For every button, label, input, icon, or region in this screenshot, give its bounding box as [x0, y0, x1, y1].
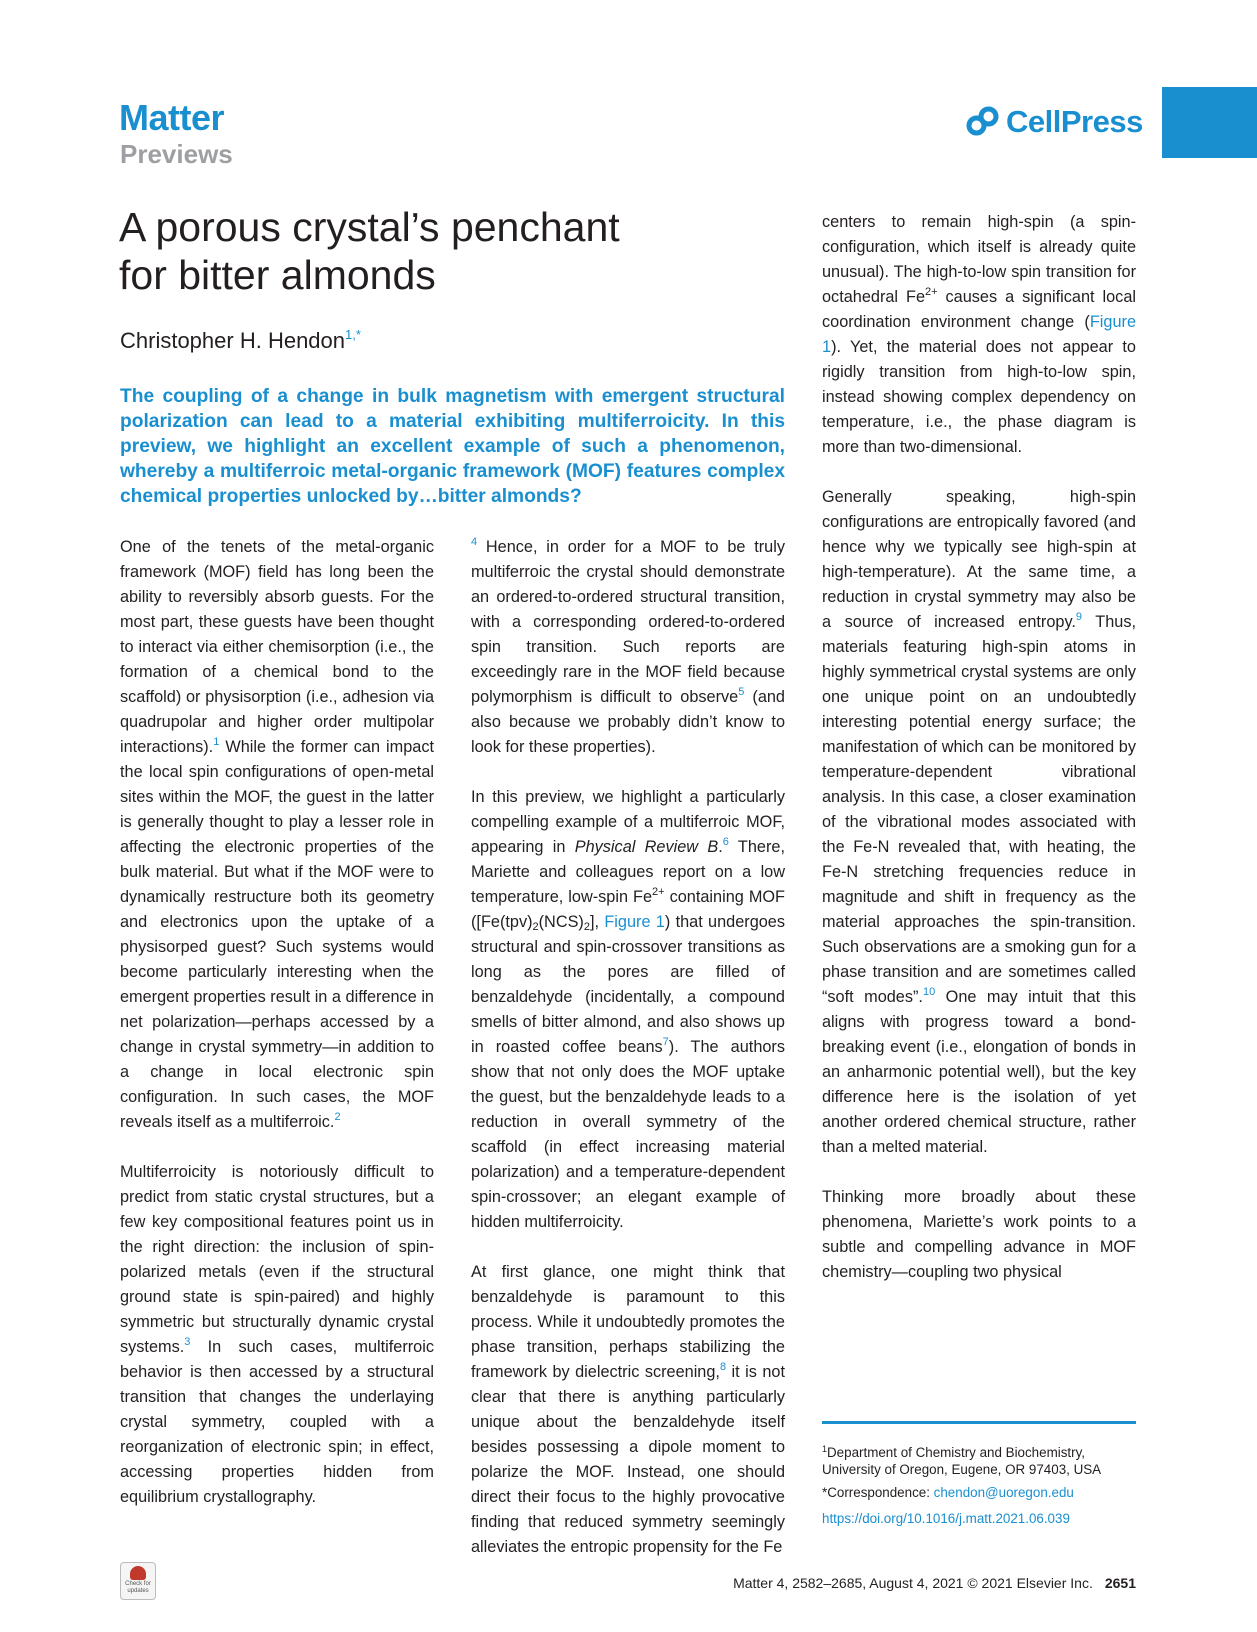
brand-name: CellPress: [1006, 104, 1143, 139]
paragraph-4: At first glance, one might think that benzaldehyde is paramount to this process. While it undoubtedly promotes the phase transition, perhaps stabilizing the framework by dielectric screening,$^8$ it is not clear that there is anything particularly unique about the benzaldehyde itself besides possessing a dipole moment to polarize the MOF. Instead, one should direct their focus to the highly provocative finding that reduced symmetry seemingly alleviates the entropic propensity for the Fe: [471, 1263, 786, 1556]
citation-line: Matter 4, 2582–2685, August 4, 2021 © 2021 Elsevier Inc.: [733, 1575, 1093, 1591]
reference-link[interactable]: 8: [719, 1361, 727, 1373]
reference-link[interactable]: 4: [471, 536, 478, 548]
paragraph-5: Generally speaking, high-spin configurations are entropically favored (and hence why we typically see high-spin at high-temperature). At the same time, a reduction in crystal symmetry may also be a source of increased entropy.$^9$ Thus, materials featuring high-spin atoms in highly symmetrical crystal systems are only one unique point on an undoubtedly interesting potential energy surface; the manifestation of which can be monitored by temperature-dependent vibrational analysis. In this case, a closer examination of the vibrational modes associated with the Fe-N revealed that, with heating, the Fe-N stretching frequencies reduce in magnitude and shift in frequency as the material approaches the spin-transition. Such observations are a smoking gun for a phase transition and are sometimes called “soft modes”.$^{10}$ One may intuit that this aligns with progress toward a bond-breaking event (i.e., elongation of bonds in an anharmonic potential well), but the key difference here is the isolation of yet another ordered chemical structure, rather than a melted material.: [822, 488, 1137, 1156]
cellpress-link-icon: [966, 105, 1000, 139]
paragraph-2-continued: $^4$ Hence, in order for a MOF to be truly multiferroic the crystal should demonstrate an ordered-to-ordered structural transition, with a corresponding ordered-to-ordered spin transition. Such reports are exceedingly rare in the MOF field because polymorphism is difficult to observe$^5$ (and also because we probably didn’t know to look for these properties).: [471, 536, 785, 756]
page-number: 2651: [1104, 1575, 1136, 1591]
figure-1-link[interactable]: Figure 1: [822, 313, 1136, 356]
journal-color-tab: [1162, 87, 1257, 158]
author-line: [120, 320, 361, 356]
abstract: The coupling of a change in bulk magnetism with emergent structural polarization can lead to a material exhibiting multiferroicity. In this preview, we highlight an excellent example of such a phenomenon, whereby a multiferroic metal-organic framework (MOF) features complex chemical properties unlocked by…bitter almonds?: [120, 386, 785, 507]
journal-citation: Physical Review B: [574, 838, 719, 856]
doi-link[interactable]: https://doi.org/10.1016/j.matt.2021.06.039: [822, 1511, 1070, 1526]
cellpress-logo[interactable]: [966, 104, 1143, 140]
body-column-3: [822, 210, 1136, 1285]
reference-link[interactable]: 7: [662, 1036, 669, 1048]
reference-link[interactable]: 1: [213, 736, 220, 748]
author-name: Christopher H. Hendon: [120, 328, 346, 353]
title-line-1: A porous crystal’s penchant: [119, 204, 620, 250]
title-line-2: for bitter almonds: [119, 252, 436, 298]
reference-link[interactable]: 6: [722, 836, 729, 848]
paragraph-2: Multiferroicity is notoriously difficult to predict from static crystal structures, but a few key compositional features point us in the right direction: the inclusion of spin-polarized metals (even if the structural ground state is spin-paired) and highly symmetric but structurally dynamic crystal systems.$^3$ In such cases, multiferroic behavior is then accessed by a structural transition that changes the underlaying crystal symmetry, coupled with a reorganization of electronic spin; in effect, accessing properties hidden from equilibrium crystallography.: [120, 1163, 434, 1506]
correspondence-note: *Correspondence: chendon@uoregon.edu: [822, 1485, 1074, 1500]
page-footer: [0, 1574, 1136, 1592]
article-title: [119, 203, 719, 299]
reference-link[interactable]: 3: [184, 1336, 191, 1348]
paragraph-1: One of the tenets of the metal-organic framework (MOF) field has long been the ability to reversibly absorb guests. For the most part, these guests have been thought to interact via either chemisorption (i.e., the formation of a chemical bond to the scaffold) or physisorption (i.e., adhesion via quadrupolar and higher order multipolar interactions).$^1$ While the former can impact the local spin configurations of open-metal sites within the MOF, the guest in the latter is generally thought to play a lesser role in affecting the electronic properties of the bulk material. But what if the MOF were to dynamically restructure both its geometry and electronics upon the uptake of a physisorped guest? Such systems would become particularly interesting when the emergent properties result in a difference in net polarization—perhaps accessed by a change in crystal symmetry—in addition to a change in local electronic spin configuration. In such cases, the MOF reveals itself as a multiferroic.$^2$: [120, 538, 434, 1131]
reference-link[interactable]: 10: [922, 986, 936, 998]
reference-link[interactable]: 2: [334, 1111, 341, 1123]
reference-link[interactable]: 5: [738, 686, 745, 698]
body-column-1: [120, 535, 434, 1510]
journal-name: Matter: [119, 97, 225, 138]
figure-1-link[interactable]: Figure 1: [604, 913, 665, 931]
author-affiliation-marks[interactable]: 1,*: [345, 327, 361, 342]
body-column-2: [471, 535, 785, 1560]
paragraph-6: Thinking more broadly about these phenomena, Mariette’s work points to a subtle and compelling advance in MOF chemistry—coupling two physical: [822, 1188, 1136, 1281]
paragraph-4-continued: centers to remain high-spin (a spin-configuration, which itself is already quite unusual). The high-to-low spin transition for octahedral $Fe^{2+}$ causes a significant local coordination environment change (Figure 1). Yet, the material does not appear to rigidly transition from high-to-low spin, instead showing complex dependency on temperature, i.e., the phase diagram is more than two-dimensional.: [822, 213, 1136, 456]
footnote-divider: [822, 1421, 1136, 1424]
badge-label: Check for updates: [125, 1581, 151, 1594]
section-label: Previews: [120, 139, 233, 169]
reference-link[interactable]: 9: [1075, 611, 1083, 623]
paragraph-3: In this preview, we highlight a particularly compelling example of a multiferroic MOF, appearing in Physical Review B.$^6$ There, Mariette and colleagues report on a low temperature, low-spin $Fe^{2+}$ containing MOF ($[Fe(tpv)_2(NCS)_2]$, Figure 1) that undergoes structural and spin-crossover transitions as long as the pores are filled of benzaldehyde (incidentally, a compound smells of bitter almond, and also shows up in roasted coffee beans$^7$). The authors show that not only does the MOF uptake the guest, but the benzaldehyde leads to a reduction in overall symmetry of the scaffold (in effect increasing material polarization) and a temperature-dependent spin-crossover; an elegant example of hidden multiferroicity.: [471, 788, 786, 1231]
email-link[interactable]: chendon@uoregon.edu: [933, 1485, 1074, 1500]
affiliation-note: $^1$Department of Chemistry and Biochemistry, University of Oregon, Eugene, OR 97403, USA: [822, 1444, 1102, 1477]
